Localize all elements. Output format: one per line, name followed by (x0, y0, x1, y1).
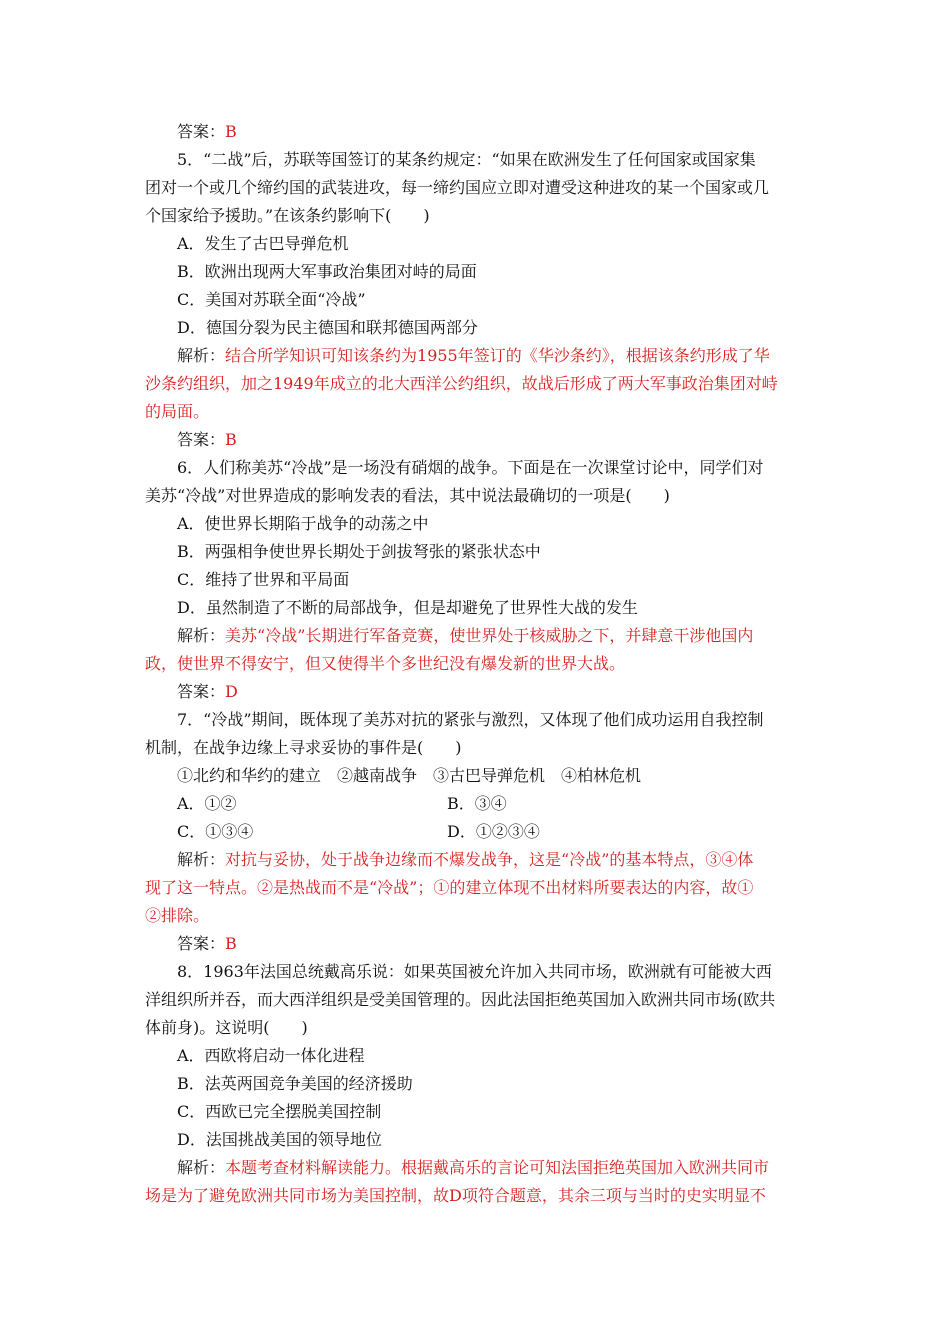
question-7-options-row-1 (145, 790, 810, 818)
analysis-text: 本题考查材料解读能力。根据戴高乐的言论可知法国拒绝英国加入欧洲共同市 (225, 1158, 770, 1177)
question-5-option-c: C．美国对苏联全面“冷战” (177, 290, 366, 309)
question-7-option-d: D．①②③④ (447, 822, 540, 841)
answer-value: B (225, 122, 237, 141)
question-6-option-a: A．使世界长期陷于战争的动荡之中 (177, 514, 429, 533)
question-5-analysis-line-2: 沙条约组织，加之1949年成立的北大西洋公约组织，故战后形成了两大军事政治集团对峙 (145, 374, 778, 393)
analysis-label: 解析： (177, 850, 226, 869)
question-7-option-b: B．③④ (447, 794, 507, 813)
question-8-analysis-line-1 (145, 1154, 810, 1182)
question-5-option-d: D．德国分裂为民主德国和联邦德国两部分 (177, 318, 478, 337)
question-6-option-d: D．虽然制造了不断的局部战争，但是却避免了世界性大战的发生 (177, 598, 638, 617)
analysis-text: 结合所学知识可知该条约为1955年签订的《华沙条约》，根据该条约形成了华 (225, 346, 770, 365)
question-8-option-d: D．法国挑战美国的领导地位 (177, 1130, 382, 1149)
question-7-line-1: 7．“冷战”期间，既体现了美苏对抗的紧张与激烈，又体现了他们成功运用自我控制 (177, 710, 764, 729)
question-6-line-1: 6．人们称美苏“冷战”是一场没有硝烟的战争。下面是在一次课堂讨论中，同学们对 (177, 458, 764, 477)
question-8-option-c: C．西欧已完全摆脱美国控制 (177, 1102, 382, 1121)
question-8-line-1: 8．1963年法国总统戴高乐说：如果英国被允许加入共同市场，欧洲就有可能被大西 (177, 962, 772, 981)
question-8-option-a: A．西欧将启动一体化进程 (177, 1046, 365, 1065)
analysis-label: 解析： (177, 626, 226, 645)
question-8-analysis-line-2: 场是为了避免欧洲共同市场为美国控制，故D项符合题意，其余三项与当时的史实明显不 (145, 1186, 766, 1205)
question-7-option-c: C．①③④ (177, 822, 254, 841)
question-5-line-1: 5．“二战”后，苏联等国签订的某条约规定：“如果在欧洲发生了任何国家或国家集 (177, 150, 756, 169)
question-7-options-row-2 (145, 818, 810, 846)
question-5-analysis-line-3: 的局面。 (145, 402, 210, 421)
question-8-line-3: 体前身)。这说明( ) (145, 1018, 308, 1037)
answer-label: 答案： (177, 430, 226, 449)
question-7-analysis-line-1 (145, 846, 810, 874)
question-7-option-a: A．①② (177, 794, 237, 813)
analysis-text: 美苏“冷战”长期进行军备竞赛，使世界处于核威胁之下，并肆意干涉他国内 (225, 626, 754, 645)
answer-line (145, 930, 810, 958)
question-5-line-3: 个国家给予援助。”在该条约影响下( ) (145, 206, 430, 225)
answer-label: 答案： (177, 122, 226, 141)
answer-value: D (225, 682, 238, 701)
answer-line (145, 426, 810, 454)
answer-label: 答案： (177, 682, 226, 701)
question-8-line-2: 洋组织所并吞，而大西洋组织是受美国管理的。因此法国拒绝英国加入欧洲共同市场(欧共 (145, 990, 776, 1009)
answer-value: B (225, 430, 237, 449)
question-5-option-a: A．发生了古巴导弹危机 (177, 234, 349, 253)
question-7-analysis-line-2: 现了这一特点。②是热战而不是“冷战”；①的建立体现不出材料所要表达的内容，故① (145, 878, 754, 897)
analysis-label: 解析： (177, 1158, 226, 1177)
analysis-label: 解析： (177, 346, 226, 365)
answer-label: 答案： (177, 934, 226, 953)
question-6-line-2: 美苏“冷战”对世界造成的影响发表的看法，其中说法最确切的一项是( ) (145, 486, 670, 505)
answer-line (145, 678, 810, 706)
answer-value: B (225, 934, 237, 953)
question-6-analysis-line-1 (145, 622, 810, 650)
question-7-items: ①北约和华约的建立 ②越南战争 ③古巴导弹危机 ④柏林危机 (177, 766, 642, 785)
question-7-line-2: 机制，在战争边缘上寻求妥协的事件是( ) (145, 738, 462, 757)
question-8-option-b: B．法英两国竞争美国的经济援助 (177, 1074, 413, 1093)
question-5-option-b: B．欧洲出现两大军事政治集团对峙的局面 (177, 262, 477, 281)
question-6-analysis-line-2: 政，使世界不得安宁，但又使得半个多世纪没有爆发新的世界大战。 (145, 654, 626, 673)
question-5-analysis-line-1 (145, 342, 810, 370)
question-6-option-b: B．两强相争使世界长期处于剑拔弩张的紧张状态中 (177, 542, 541, 561)
question-5-line-2: 团对一个或几个缔约国的武装进攻，每一缔约国应立即对遭受这种进攻的某一个国家或几 (145, 178, 770, 197)
answer-line (145, 118, 810, 146)
question-6-option-c: C．维持了世界和平局面 (177, 570, 350, 589)
document-content (145, 118, 810, 1210)
question-7-analysis-line-3: ②排除。 (145, 906, 210, 925)
analysis-text: 对抗与妥协，处于战争边缘而不爆发战争，这是“冷战”的基本特点，③④体 (225, 850, 754, 869)
